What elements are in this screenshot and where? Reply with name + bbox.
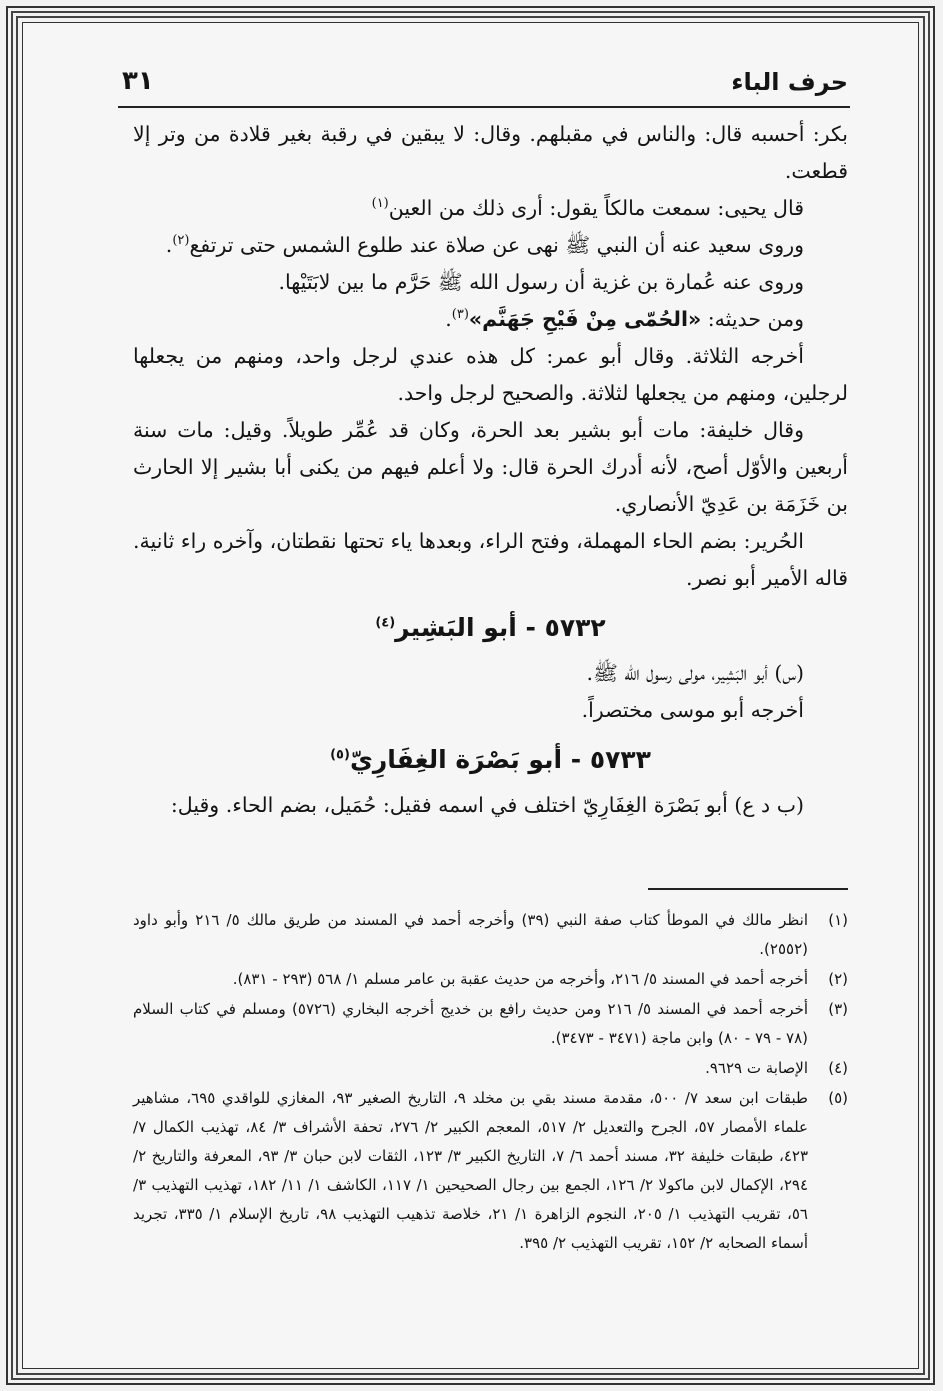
- footnote-text: أخرجه أحمد في المسند ٥/ ٢١٦، وأخرجه من حديث عقبة بن عامر مسلم ١/ ٥٦٨ (٢٩٣ - ٨٣١).: [232, 970, 808, 988]
- page-header: [118, 62, 850, 108]
- entry-heading: [133, 607, 848, 649]
- paragraph: بكر: أحسبه قال: والناس في مقبلهم. وقال: لا يبقين في رقبة بغير قلادة من وتر إلا قطعت.: [133, 122, 848, 183]
- footnote-ref: (٣): [451, 307, 469, 323]
- paragraph: وقال خليفة: مات أبو بشير بعد الحرة، وكان قد عُمِّر طويلاً. وقيل: مات سنة أربعين والأوّل أصح، لأنه أدرك الحرة قال: ولا أعلم فيهم من يكنى أبا بشير إلا الحارث بن خَزَمَة بن عَدِيّ الأنصاري.: [133, 418, 848, 516]
- footnotes: [133, 906, 848, 1259]
- paragraph: وروى عنه عُمارة بن غزية أن رسول الله ﷺ حَرَّم ما بين لابَتَيْها.: [278, 270, 804, 294]
- running-title: حرف الباء: [731, 68, 848, 96]
- footnote-ref: (١): [371, 196, 389, 212]
- paragraph-text: ومن حديثه:: [701, 307, 804, 331]
- footnote-text: طبقات ابن سعد ٧/ ٥٠٠، مقدمة مسند بقي بن مخلد ٩، التاريخ الصغير ٩٣، المغازي للواقدي ٦٩٥، مشاهير علماء الأمصار ٥٧، الجرح والتعديل ٢/ ٥١٧، المعجم الكبير ٢/ ٢٧٦، تحفة الأشراف ٣/ ٨٤، تهذيب الكمال ٧/ ٤٢٣، طبقات خليفة ٣٢، مسند أحمد ٦/ ٧، التاريخ الكبير ٣/ ١٢٣، الثقات لابن حبان ٣/ ٩٣، المعرفة والتاريخ ٢/ ٢٩٤، الإكمال لابن ماكولا ٢/ ١٢٦، الجمع بين رجال الصحيحين ١/ ١١٧، الكاشف ١/ ١١/ ١٨٢، تهذيب التهذيب ٣/ ٥٦، تقريب التهذيب ١/ ٢٠٥، النجوم الزاهرة ١/ ٢١، خلاصة تذهيب التهذيب ٩٨، تاريخ الإسلام ١/ ٣٣٥، تجريد أسماء الصحابه ٢/ ١٥٢، تقريب التهذيب ٢/ ٣٩٥.: [133, 1089, 809, 1252]
- footnote-ref: (٥): [330, 747, 350, 763]
- footnote-number: (٥): [828, 1089, 848, 1107]
- footnote: [133, 965, 848, 994]
- footnote: [133, 1054, 848, 1083]
- paragraph: أخرجه الثلاثة. وقال أبو عمر: كل هذه عندي لرجل واحد، ومنهم من يجعلها لرجلين، ومنهم من يجعلها لثلاثة. والصحيح لرجل واحد.: [133, 344, 848, 405]
- paragraph-end: .: [445, 307, 452, 331]
- footnote-separator: [648, 888, 848, 890]
- footnote: [133, 995, 848, 1053]
- paragraph: أخرجه أبو موسى مختصراً.: [581, 698, 804, 722]
- footnote-text: انظر مالك في الموطأ كتاب صفة النبي (٣٩) وأخرجه أحمد في المسند من طريق مالك ٥/ ٢١٦ وأبو داود (٢٥٥٢).: [133, 911, 808, 958]
- paragraph-text: قال يحيى: سمعت مالكاً يقول: أرى ذلك من العين: [388, 196, 804, 220]
- paragraph: [133, 301, 848, 338]
- entry-heading: [133, 739, 848, 781]
- paragraph: [133, 227, 848, 264]
- footnote-ref: (٤): [375, 615, 396, 631]
- footnote-number: (١): [828, 911, 848, 929]
- footnote: [133, 906, 848, 964]
- entry-heading-text: ٥٧٣٢ - أبو البَشِير: [395, 613, 606, 642]
- paragraph-text: وروى سعيد عنه أن النبي ﷺ نهى عن صلاة عند طلوع الشمس حتى ترتفع: [189, 233, 804, 257]
- paragraph: (س) أبو البَشِير، مولى رسول الله ﷺ.: [586, 661, 804, 685]
- footnote-text: الإصابة ت ٩٦٢٩.: [705, 1059, 808, 1077]
- page-number: ٣١: [122, 66, 154, 96]
- footnote-number: (٢): [828, 970, 848, 988]
- paragraph: (ب د ع) أبو بَصْرَة الغِفَارِيّ اختلف في اسمه فقيل: حُمَيل، بضم الحاء. وقيل:: [170, 793, 804, 817]
- footnote: [133, 1084, 848, 1258]
- entry-heading-text: ٥٧٣٣ - أبو بَصْرَة الغِفَارِيّ: [349, 745, 651, 774]
- footnote-ref: (٢): [172, 233, 190, 249]
- main-text: [133, 116, 848, 824]
- footnote-text: أخرجه أحمد في المسند ٥/ ٢١٦ ومن حديث رافع بن خديج أخرجه البخاري (٥٧٢٦) ومسلم في كتاب السلام (٧٨ - ٧٩ - ٨٠) وابن ماجة (٣٤٧١ - ٣٤٧٣).: [133, 1000, 809, 1047]
- hadith-quote: «الحُمّى مِنْ فَيْحِ جَهَنَّم»: [468, 307, 702, 331]
- paragraph: [133, 190, 848, 227]
- footnote-number: (٤): [828, 1059, 848, 1077]
- paragraph: الحُرير: بضم الحاء المهملة، وفتح الراء، وبعدها ياء تحتها نقطتان، وآخره راء ثانية. قاله الأمير أبو نصر.: [133, 529, 848, 590]
- paragraph-end: .: [165, 233, 173, 257]
- footnote-number: (٣): [828, 1000, 848, 1018]
